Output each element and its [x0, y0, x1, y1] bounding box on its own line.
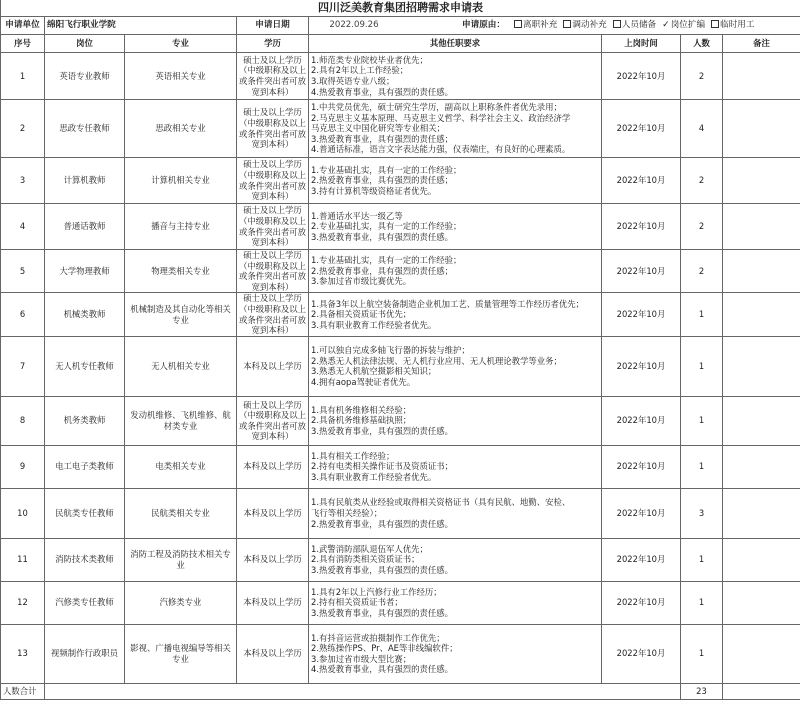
requirement-line: 3.具有职业教育工作经验者优先。	[311, 319, 437, 330]
major-cell: 消防工程及消防技术相关专业	[125, 538, 237, 581]
checkbox-icon[interactable]	[514, 20, 522, 28]
position-cell: 视频制作行政职员	[45, 624, 125, 683]
row-number: 12	[1, 581, 45, 624]
position-cell: 民航类专任教师	[45, 488, 125, 538]
remark-cell	[723, 53, 800, 100]
date-label: 申请日期	[237, 17, 309, 35]
start-time-cell: 2022年10月	[602, 53, 681, 100]
column-header: 专业	[125, 35, 237, 53]
requirements-cell	[309, 488, 602, 538]
requirement-line: 3.热爱教育事业，具有强烈的责任感。	[311, 608, 453, 619]
requirement-line: 2.专业基础扎实，具有一定的工作经验；	[311, 221, 462, 232]
headcount-cell: 2	[681, 250, 723, 293]
table-row	[1, 204, 800, 250]
requirement-line: 2.具有2年以上工作经验；	[311, 65, 409, 76]
reason-option[interactable]	[662, 20, 705, 30]
start-time-cell: 2022年10月	[602, 581, 681, 624]
row-number: 10	[1, 488, 45, 538]
row-number: 13	[1, 624, 45, 683]
requirement-line: 2.具备机务维修基础执照；	[311, 415, 412, 426]
row-number: 9	[1, 445, 45, 488]
position-cell: 电工电子类教师	[45, 445, 125, 488]
education-cell: 硕士及以上学历（中级职称及以上或条件突出者可放宽到本科）	[237, 204, 309, 250]
requirement-line: 3.参加过省市级大型比赛；	[311, 653, 412, 664]
remark-cell	[723, 100, 800, 158]
column-header: 人数	[681, 35, 723, 53]
major-cell: 英语相关专业	[125, 53, 237, 100]
start-time-cell: 2022年10月	[602, 488, 681, 538]
start-time-cell: 2022年10月	[602, 204, 681, 250]
table-row	[1, 581, 800, 624]
requirement-line: 4.热爱教育事业，具有强烈的责任感。	[311, 86, 453, 97]
reason-option-label: 岗位扩编	[670, 20, 706, 31]
start-time-cell: 2022年10月	[602, 100, 681, 158]
major-cell: 无人机相关专业	[125, 336, 237, 396]
requirements-cell	[309, 396, 602, 445]
reason-option-label: 人员储备	[621, 20, 657, 31]
position-cell: 思政专任教师	[45, 100, 125, 158]
row-number: 5	[1, 250, 45, 293]
table-row	[1, 445, 800, 488]
major-cell: 电类相关专业	[125, 445, 237, 488]
education-cell: 本科及以上学历	[237, 581, 309, 624]
major-cell: 民航类相关专业	[125, 488, 237, 538]
total-count: 23	[681, 683, 723, 699]
major-cell: 思政相关专业	[125, 100, 237, 158]
total-remark	[723, 683, 800, 699]
start-time-cell: 2022年10月	[602, 624, 681, 683]
position-cell: 英语专业教师	[45, 53, 125, 100]
row-number: 7	[1, 336, 45, 396]
requirement-line: 1.具有相关工作经验；	[311, 450, 395, 461]
requirements-cell	[309, 250, 602, 293]
remark-cell	[723, 396, 800, 445]
table-row	[1, 336, 800, 396]
major-cell: 播音与主持专业	[125, 204, 237, 250]
headcount-cell: 1	[681, 624, 723, 683]
row-number: 2	[1, 100, 45, 158]
position-cell: 普通话教师	[45, 204, 125, 250]
total-row	[1, 683, 800, 699]
requirements-cell	[309, 624, 602, 683]
requirement-line: 1.师范类专业院校毕业者优先；	[311, 54, 428, 65]
table-row	[1, 250, 800, 293]
start-time-cell: 2022年10月	[602, 538, 681, 581]
headcount-cell: 1	[681, 293, 723, 336]
column-header: 序号	[1, 35, 45, 53]
reason-option-label: 临时用工	[720, 20, 755, 31]
table-row	[1, 293, 800, 336]
position-cell: 汽修类专任教师	[45, 581, 125, 624]
position-cell: 大学物理教师	[45, 250, 125, 293]
start-time-cell: 2022年10月	[602, 158, 681, 204]
headcount-cell: 4	[681, 100, 723, 158]
reason-options	[508, 20, 755, 30]
requirements-cell	[309, 336, 602, 396]
remark-cell	[723, 581, 800, 624]
remark-cell	[723, 250, 800, 293]
column-header: 其他任职要求	[309, 35, 602, 53]
education-cell: 硕士及以上学历（中级职称及以上或条件突出者可放宽到本科）	[237, 396, 309, 445]
total-spacer	[45, 683, 681, 699]
remark-cell	[723, 624, 800, 683]
row-number: 11	[1, 538, 45, 581]
education-cell: 硕士及以上学历（中级职称及以上或条件突出者可放宽到本科）	[237, 100, 309, 158]
requirement-line: 1.武警消防部队退伍军人优先；	[311, 543, 428, 554]
requirements-cell	[309, 581, 602, 624]
requirements-cell	[309, 293, 602, 336]
education-cell: 硕士及以上学历（中级职称及以上或条件突出者可放宽到本科）	[237, 158, 309, 204]
start-time-cell: 2022年10月	[602, 250, 681, 293]
requirement-line: 1.具有机务维修相关经验；	[311, 404, 412, 415]
position-cell: 无人机专任教师	[45, 336, 125, 396]
remark-cell	[723, 293, 800, 336]
row-number: 1	[1, 53, 45, 100]
requirement-line: 1.专业基础扎实，具有一定的工作经验；	[311, 255, 462, 266]
requirements-cell	[309, 100, 602, 158]
table-row	[1, 488, 800, 538]
requirements-cell	[309, 158, 602, 204]
reason-option[interactable]	[514, 20, 557, 30]
education-cell: 硕士及以上学历（中级职称及以上或条件突出者可放宽到本科）	[237, 53, 309, 100]
checkbox-icon[interactable]	[563, 20, 571, 28]
requirement-line: 3.持有计算机等级资格证者优先。	[311, 185, 437, 196]
requirement-line: 1.具有2年以上汽修行业工作经历；	[311, 586, 442, 597]
requirements-cell	[309, 53, 602, 100]
major-cell: 物理类相关专业	[125, 250, 237, 293]
checkmark-icon[interactable]: ✓	[662, 20, 670, 31]
education-cell: 本科及以上学历	[237, 336, 309, 396]
headcount-cell: 2	[681, 158, 723, 204]
column-header: 备注	[723, 35, 800, 53]
checkbox-icon[interactable]	[613, 20, 621, 28]
headcount-cell: 1	[681, 581, 723, 624]
requirement-line: 3.参加过省市级比赛优先。	[311, 276, 412, 287]
position-cell: 机械类教师	[45, 293, 125, 336]
education-cell: 硕士及以上学历（中级职称及以上或条件突出者可放宽到本科）	[237, 293, 309, 336]
requirement-line: 2.马克思主义基本原理、马克思主义哲学、科学社会主义、政治经济学	[311, 112, 571, 123]
requirement-line: 2.热爱教育事业，具有强烈的责任感。	[311, 518, 453, 529]
major-cell: 发动机维修、飞机维修、航材类专业	[125, 396, 237, 445]
row-number: 4	[1, 204, 45, 250]
major-cell: 影视、广播电视编导等相关专业	[125, 624, 237, 683]
remark-cell	[723, 204, 800, 250]
headcount-cell: 1	[681, 396, 723, 445]
requirement-line: 4.热爱教育事业，具有强烈的责任感。	[311, 664, 453, 675]
major-cell: 机械制造及其自动化等相关专业	[125, 293, 237, 336]
requirement-line: 2.具有消防类相关资质证书；	[311, 554, 420, 565]
start-time-cell: 2022年10月	[602, 336, 681, 396]
requirement-line: 2.熟悉无人机法律法规、无人机行业应用、无人机理论教学等业务；	[311, 355, 562, 366]
major-cell: 计算机相关专业	[125, 158, 237, 204]
education-cell: 硕士及以上学历（中级职称及以上或条件突出者可放宽到本科）	[237, 250, 309, 293]
requirement-line: 2.熟练操作PS、Pr、AE等非线编软件；	[311, 643, 458, 654]
requirement-line: 2.持有相关资质证书者；	[311, 597, 403, 608]
form-title: 四川泛美教育集团招聘需求申请表	[1, 0, 800, 17]
requirement-line: 2.热爱教育事业，具有强烈的责任感；	[311, 175, 453, 186]
requirement-line: 3.热爱教育事业，具有强烈的责任感。	[311, 426, 453, 437]
headcount-cell: 1	[681, 336, 723, 396]
requirement-line: 2.具备相关资质证书优先；	[311, 309, 412, 320]
requirement-line: 1.有抖音运营或拍摄制作工作优先；	[311, 632, 445, 643]
reason-option[interactable]	[613, 20, 656, 30]
checkbox-icon[interactable]	[711, 20, 719, 28]
table-row	[1, 624, 800, 683]
start-time-cell: 2022年10月	[602, 445, 681, 488]
requirements-cell	[309, 445, 602, 488]
headcount-cell: 2	[681, 204, 723, 250]
date-value: 2022.09.26	[329, 20, 379, 31]
reason-cell	[309, 17, 800, 35]
reason-option-label: 调动补充	[572, 20, 607, 31]
total-label: 人数合计	[1, 683, 45, 699]
requirement-line: 飞行等相关经验）；	[311, 507, 383, 518]
position-cell: 机务类教师	[45, 396, 125, 445]
education-cell: 本科及以上学历	[237, 445, 309, 488]
education-cell: 本科及以上学历	[237, 488, 309, 538]
headcount-cell: 3	[681, 488, 723, 538]
requirement-line: 马克思主义中国化研究等专业相关；	[311, 123, 445, 134]
education-cell: 本科及以上学历	[237, 624, 309, 683]
requirement-line: 3.热爱教育事业，具有强烈的责任感。	[311, 231, 453, 242]
requirement-line: 1.具备3年以上航空装备制造企业机加工艺、质量管理等工作经历者优先；	[311, 298, 584, 309]
remark-cell	[723, 336, 800, 396]
remark-cell	[723, 538, 800, 581]
requirement-line: 2.热爱教育事业，具有强烈的责任感；	[311, 265, 453, 276]
requirements-cell	[309, 538, 602, 581]
position-cell: 消防技术类教师	[45, 538, 125, 581]
requirement-line: 3.取得英语专业八级；	[311, 76, 395, 86]
headcount-cell: 1	[681, 445, 723, 488]
requirement-line: 1.专业基础扎实，具有一定的工作经验；	[311, 164, 462, 175]
start-time-cell: 2022年10月	[602, 396, 681, 445]
major-cell: 汽修类专业	[125, 581, 237, 624]
education-cell: 本科及以上学历	[237, 538, 309, 581]
remark-cell	[723, 158, 800, 204]
table-row	[1, 100, 800, 158]
requirement-line: 1.中共党员优先，硕士研究生学历，副高以上职称条件者优先录用；	[311, 102, 562, 113]
requirement-line: 1.普通话水平达一级乙等	[311, 210, 403, 221]
reason-option-label: 离职补充	[522, 20, 558, 31]
requirement-line: 1.可以独自完成多轴飞行器的拆装与维护；	[311, 345, 470, 356]
column-header: 岗位	[45, 35, 125, 53]
column-header: 上岗时间	[602, 35, 681, 53]
row-number: 3	[1, 158, 45, 204]
requirement-line: 3.熟悉无人机航空摄影相关知识；	[311, 366, 437, 377]
unit-value: 绵阳飞行职业学院	[45, 17, 237, 35]
requirement-line: 4.普通话标准，语言文字表达能力强，仪表端庄，有良好的心理素质。	[311, 144, 571, 155]
reason-option[interactable]	[563, 20, 606, 30]
requirement-line: 4.拥有aopa驾驶证者优先。	[311, 376, 416, 387]
headcount-cell: 2	[681, 53, 723, 100]
requirements-cell	[309, 204, 602, 250]
row-number: 6	[1, 293, 45, 336]
table-row	[1, 538, 800, 581]
requirement-line: 2.持有电类相关操作证书及资质证书；	[311, 461, 453, 472]
start-time-cell: 2022年10月	[602, 293, 681, 336]
requirement-line: 3.热爱教育事业，具有强烈的责任感；	[311, 133, 453, 144]
table-row	[1, 396, 800, 445]
headcount-cell: 1	[681, 538, 723, 581]
reason-option[interactable]	[711, 20, 754, 30]
position-cell: 计算机教师	[45, 158, 125, 204]
requirement-line: 3.热爱教育事业，具有强烈的责任感。	[311, 565, 453, 576]
column-header: 学历	[237, 35, 309, 53]
row-number: 8	[1, 396, 45, 445]
table-row	[1, 53, 800, 100]
unit-label: 申请单位	[1, 17, 45, 35]
remark-cell	[723, 488, 800, 538]
reason-label: 申请原由：	[462, 20, 505, 31]
header-row	[1, 35, 800, 53]
table-row	[1, 158, 800, 204]
requirement-line: 1.具有民航类从业经验或取得相关资格证书（具有民航、地勤、安检、	[311, 497, 571, 508]
requirement-line: 3.具有职业教育工作经验者优先。	[311, 472, 437, 483]
remark-cell	[723, 445, 800, 488]
